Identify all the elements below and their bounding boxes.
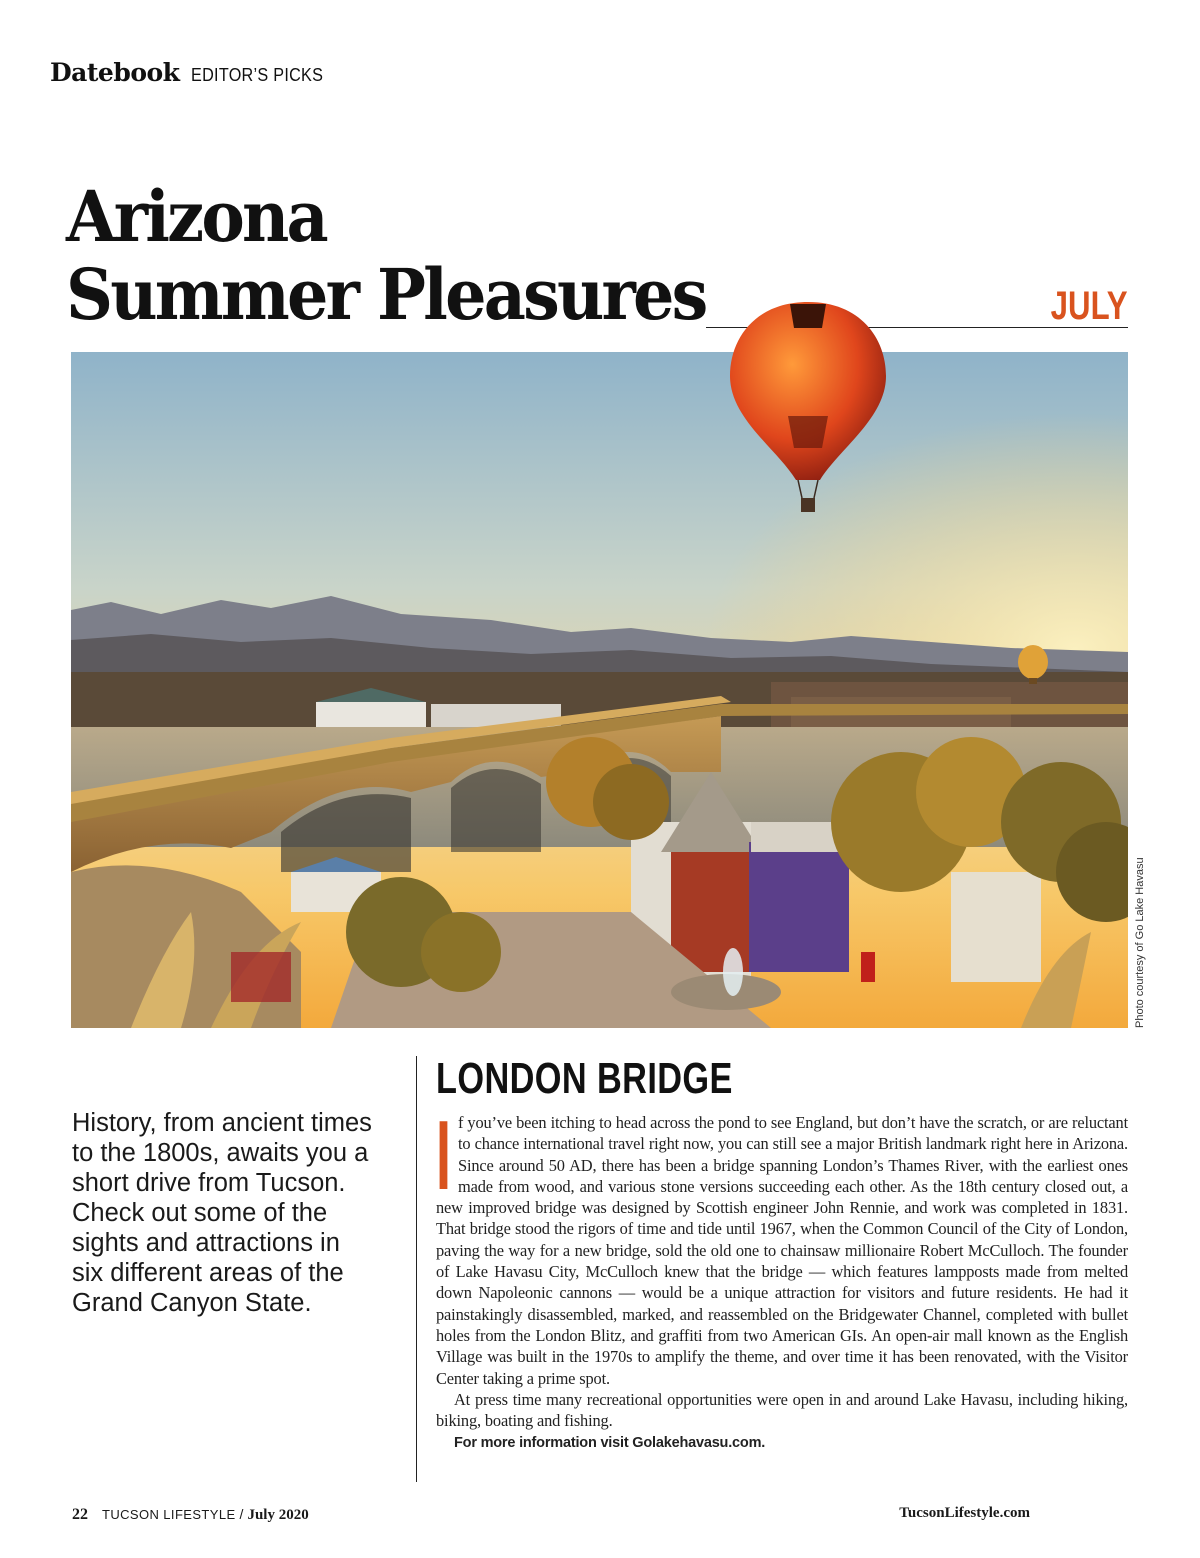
title-line-2: Summer Pleasures [66, 253, 706, 336]
footer-left [72, 1506, 309, 1524]
article-paragraph-1-text: f you’ve been itching to head across the pond to see England, but don’t have the scratch, or are reluctant to chance international travel right now, you can still see a major British landmark right here in Arizona. Since around 50 AD, there has been a bridge spanning London’s Thames River, with the earliest ones made from wood, and various stone versions succeeding each other. As the 18th century closed out, a new improved bridge was designed by Scottish engineer John Rennie, and work was completed in 1831. That bridge stood the rigors of time and tide until 1967, when the Common Council of the City of London, paving the way for a new bridge, sold the old one to chainsaw millionaire Robert McCulloch. The founder of Lake Havasu City, McCulloch knew that the bridge — which features lampposts made from melted down Napoleonic cannons — would be a unique attraction for visitors and future residents. He had it painstakingly disassembled, marked, and reassembled on the Bridgewater Channel, completed with bullet holes from the London Blitz, and graffiti from two American GIs. An open-air mall known as the English Village was built in the 1970s to amplify the theme, and over time it has been renovated, with the Visitor Center taking a prime spot. [436, 1113, 1128, 1388]
page-number: 22 [72, 1506, 88, 1523]
column-rule [416, 1056, 417, 1482]
section-header [50, 58, 338, 87]
section-name: Datebook [50, 58, 180, 87]
article-paragraph-2: At press time many recreational opportunities were open in and around Lake Havasu, including hiking, biking, boating and fishing. [436, 1389, 1128, 1431]
issue-date: July 2020 [247, 1507, 309, 1523]
page-title [66, 175, 754, 336]
intro-blurb: History, from ancient times to the 1800s, awaits you a short drive from Tucson. Check out some of the sights and attractions in six different areas of the Grand Canyon State. [72, 1109, 372, 1317]
hero-photo [71, 352, 1128, 1028]
photo-credit: Photo courtesy of Go Lake Havasu [1134, 857, 1146, 1028]
article-body [436, 1100, 1128, 1455]
magazine-name: TUCSON LIFESTYLE [102, 1507, 236, 1522]
drop-cap: I [436, 1100, 451, 1210]
section-subtitle: EDITOR’S PICKS [191, 65, 324, 85]
title-line-1: Arizona [66, 175, 326, 258]
more-info-line: For more information visit Golakehavasu.com. [454, 1435, 766, 1452]
hot-air-balloon-illustration [726, 298, 890, 518]
article-heading: LONDON BRIDGE [436, 1054, 733, 1103]
website-link[interactable]: TucsonLifestyle.com [899, 1505, 1030, 1521]
article-paragraph [436, 1100, 1128, 1389]
month-tag: JULY [1051, 284, 1128, 328]
footer-separator: / [239, 1506, 244, 1522]
